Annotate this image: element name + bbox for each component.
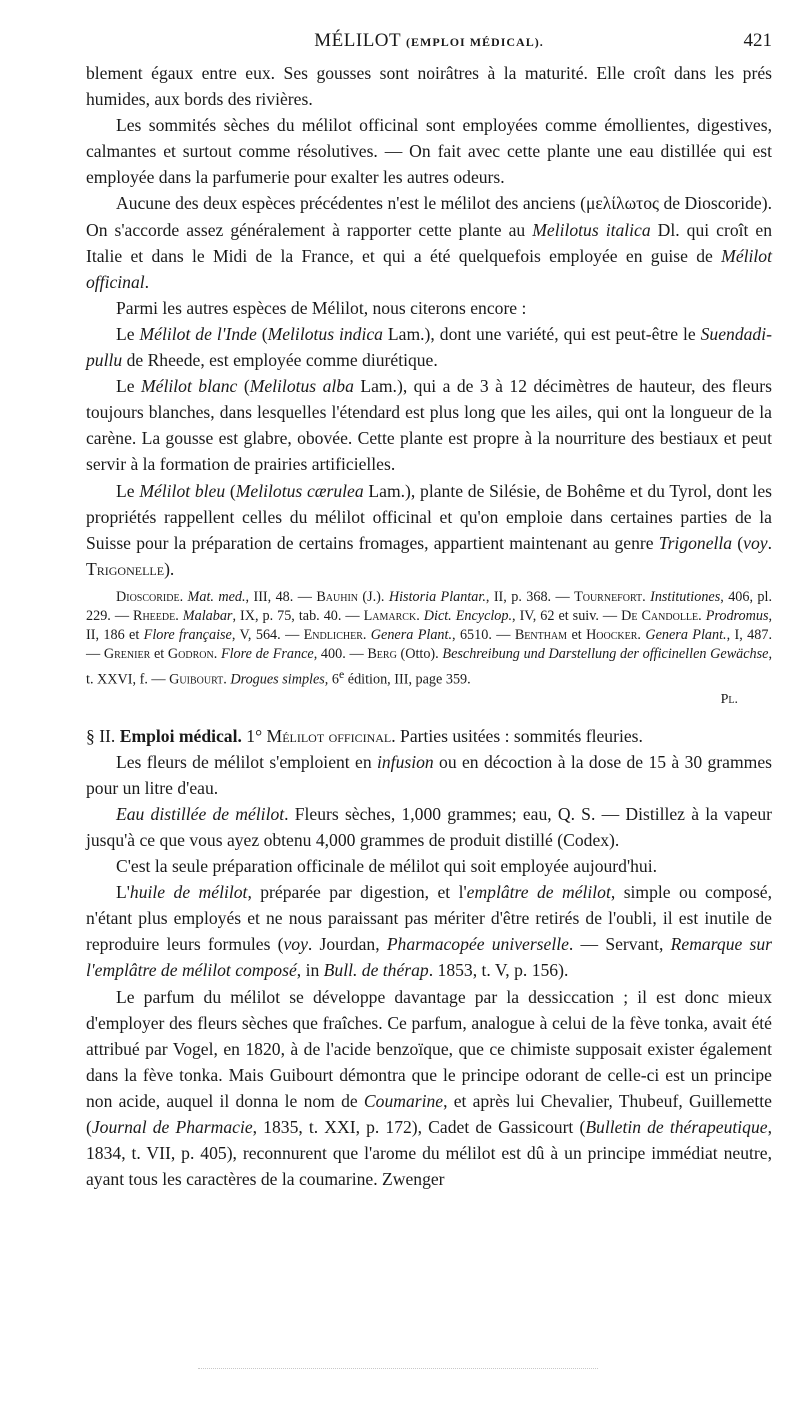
paragraph-3: Aucune des deux espèces précédentes n'est le mélilot des anciens (μελίλωτος de Dioscoride). On s'accorde assez généralement à rapporter cette plante au Melilotus italica Dl. qui croît en Italie et dans le Midi de la France, et qui a été quelquefois employée en guise de Mélilot officinal. [86,193,773,292]
running-header [86,30,772,60]
section-heading: § II. Emploi médical. 1° Mélilot officinal. Parties usitées : sommités fleuries. [86,725,643,746]
title-sub: (EMPLOI MÉDICAL). [406,35,544,49]
bibliography-notes [86,588,772,709]
paragraph-5: Le Mélilot de l'Inde (Melilotus indica Lam.), dont une variété, qui est peut-être le Suendadi-pullu de Rheede, est employée comme diurétique. [86,323,772,371]
author-signature: Pl. [720,691,738,707]
paragraph-1: blement égaux entre eux. Ses gousses sont noirâtres à la maturité. Elle croît dans les prés humides, aux bords des rivières. [86,63,772,110]
paragraph-8: Les fleurs de mélilot s'emploient en infusion ou en décoction à la dose de 15 à 30 grammes pour un litre d'eau. [86,751,772,798]
paragraph-9: Eau distillée de mélilot. Fleurs sèches, 1,000 grammes; eau, Q. S. — Distillez à la vapeur jusqu'à ce que vous ayez obtenu 4,000 grammes de produit distillé (Codex). [86,803,772,850]
document-page [86,30,772,1192]
paragraph-2: Les sommités sèches du mélilot officinal sont employées comme émollientes, digestives, calmantes et surtout comme résolutives. — On fait avec cette plante une eau distillée qui est employée dans la parfumerie pour exalter les autres odeurs. [86,115,772,188]
running-title [86,30,772,52]
bottom-margin-dots [198,1368,598,1369]
bibliography-text: Dioscoride. Mat. med., III, 48. — Bauhin (J.). Historia Plantar., II, p. 368. — Tournefort. Institutiones, 406, pl. 229. — Rheede. Malabar, IX, p. 75, tab. 40. — Lamarck. Dict. Encyclop., IV, 62 et suiv. — De Candolle. Prodromus, II, 186 et Flore française, V, 564. — Endlicher. Genera Plant., 6510. — Bentham et Hoocker. Genera Plant., I, 487. — Grenier et Godron. Flore de France, 400. — Berg (Otto). Beschreibung und Darstellung der officinellen Gewächse, t. XXVI, f. — Guibourt. Drogues simples, 6e édition, III, page 359. [86,588,773,688]
paragraph-7: Le Mélilot bleu (Melilotus cærulea Lam.), plante de Silésie, de Bohême et du Tyrol, dont les propriétés rappellent celles du mélilot officinal et qu'on emploie dans certaines parties de la Suisse pour la préparation de certains fromages, appartient maintenant au genre Trigonella (voy. Trigonelle). [86,480,772,579]
paragraph-12: Le parfum du mélilot se développe davantage par la dessiccation ; il est donc mieux d'employer des fleurs sèches que fraîches. Ce parfum, analogue à celui de la fève tonka, avait été attribué par Vogel, en 1820, à de l'acide benzoïque, que ce chimiste supposait exister également dans la fève tonka. Mais Guibourt démontra que le principe odorant de celle-ci est un principe non acide, auquel il donna le nom de Coumarine, et après lui Chevalier, Thubeuf, Guillemette (Journal de Pharmacie, 1835, t. XXI, p. 172), Cadet de Gassicourt (Bulletin de thérapeutique, 1834, t. VII, p. 405), reconnurent que l'arome du mélilot est dû à un principe immédiat neutre, ayant tous les caractères de la coumarine. Zwenger [86,986,772,1190]
paragraph-6: Le Mélilot blanc (Melilotus alba Lam.), qui a de 3 à 12 décimètres de hauteur, des fleurs toujours blanches, dans lesquelles l'étendard est plus long que les ailes, qui ont la longueur de la carène. La gousse est glabre, obovée. Cette plante est propre à la nourriture des bestiaux et peut servir à la formation de prairies artificielles. [86,376,772,475]
title-main: MÉLILOT [314,30,401,51]
paragraph-11: L'huile de mélilot, préparée par digestion, et l'emplâtre de mélilot, simple ou composé, n'étant plus employés et ne nous paraissant pas mériter d'être retirés de l'oubli, il est inutile de reproduire leurs formules (voy. Jourdan, Pharmacopée universelle. — Servant, Remarque sur l'emplâtre de mélilot composé, in Bull. de thérap. 1853, t. V, p. 156). [86,882,773,981]
paragraph-10: C'est la seule préparation officinale de mélilot qui soit employée aujourd'hui. [116,856,658,877]
page-number: 421 [743,30,772,51]
paragraph-4: Parmi les autres espèces de Mélilot, nous citerons encore : [116,297,527,318]
